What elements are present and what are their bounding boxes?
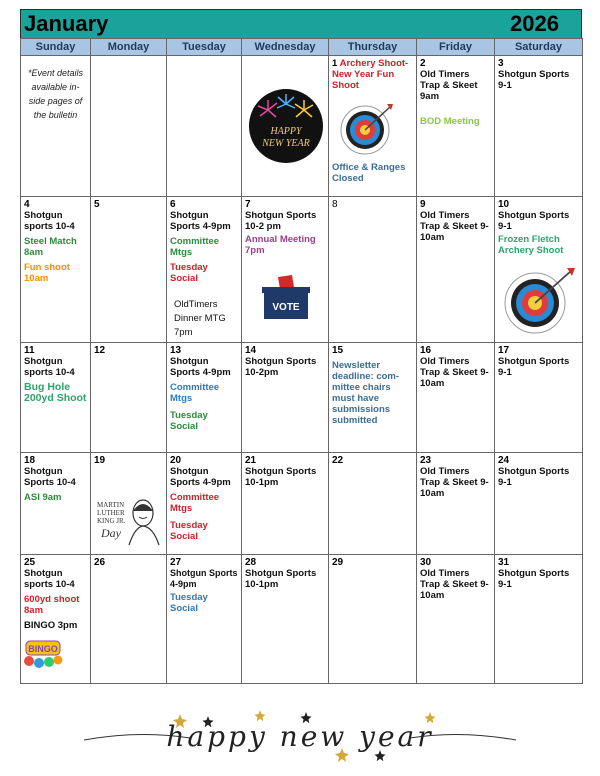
event-old-timers: Old Timers Trap & Skeet 9am: [420, 69, 478, 102]
day-number: 20: [170, 455, 182, 466]
event-shotgun-sports: Shotgun sports 10-4: [24, 568, 75, 590]
day-cell-2: [417, 56, 495, 197]
day-number: 22: [332, 455, 344, 466]
event-tuesday-social: Tuesday Social: [170, 262, 208, 284]
day-number: 4: [24, 199, 30, 210]
event-600yd-shoot: 600yd shoot 8am: [24, 594, 80, 616]
day-number: 10: [498, 199, 510, 210]
day-cell-8: [329, 197, 417, 343]
event-asi: ASI 9am: [24, 492, 62, 503]
calendar: [20, 9, 582, 684]
day-cell-27: [167, 555, 242, 684]
week-row-4: [21, 453, 583, 555]
day-number: 13: [170, 345, 182, 356]
event-shotgun-sports: Shotgun Sports 9-1: [498, 69, 570, 91]
day-cell-29: [329, 555, 417, 684]
weekday-sunday: Sunday: [21, 39, 91, 56]
vote-label: VOTE: [272, 302, 300, 313]
day-cell-18: [21, 453, 91, 555]
event-frozen-fletch: Frozen Fletch Archery Shoot: [498, 234, 564, 256]
day-number: 25: [24, 557, 36, 568]
event-shotgun-sports: Shotgun sports 10-4: [24, 210, 75, 232]
day-number: 6: [170, 199, 176, 210]
day-number: 7: [245, 199, 251, 210]
event-shotgun-sports: Shotgun Sports 4-9pm: [170, 210, 231, 232]
day-cell-1: [329, 56, 417, 197]
day-cell-11: [21, 343, 91, 453]
mlk-text-4: Day: [101, 526, 121, 540]
event-shotgun-sports: Shotgun Sports 9-1: [498, 568, 570, 590]
day-cell-3: [495, 56, 583, 197]
day-cell-30: [417, 555, 495, 684]
day-cell-13: [167, 343, 242, 453]
day-number: 8: [332, 199, 338, 210]
fireworks-icon: [248, 88, 324, 164]
footer-text: happy new year: [166, 720, 434, 753]
day-number: 5: [94, 199, 100, 210]
weekday-friday: Friday: [417, 39, 495, 56]
event-bug-hole: Bug Hole 200yd Shoot: [24, 381, 87, 404]
week-row-3: [21, 343, 583, 453]
event-shotgun-sports: Shotgun Sports 10-2pm: [245, 356, 317, 378]
event-office-closed: Office & Ranges Closed: [332, 162, 406, 184]
day-number: 9: [420, 199, 426, 210]
day-number: 16: [420, 345, 432, 356]
day-number: 18: [24, 455, 36, 466]
day-number: 19: [94, 455, 106, 466]
event-shotgun-sports: Shotgun Sports 10-2 pm: [245, 210, 317, 232]
event-tuesday-social: Tuesday Social: [170, 520, 208, 542]
day-cell-15: [329, 343, 417, 453]
event-shotgun-sports: Shotgun Sports 4-9pm: [170, 356, 231, 378]
event-old-timers: Old Timers Trap & Skeet 9-10am: [420, 568, 489, 601]
day-cell-6: [167, 197, 242, 343]
day-number: 31: [498, 557, 510, 568]
weekday-monday: Monday: [91, 39, 167, 56]
day-cell-20: [167, 453, 242, 555]
week-row-2: [21, 197, 583, 343]
fireworks-text-2: NEW YEAR: [262, 138, 310, 149]
day-number: 14: [245, 345, 257, 356]
day-cell-5: [91, 197, 167, 343]
day-cell-31: [495, 555, 583, 684]
empty-cell: [167, 56, 242, 197]
calendar-grid: [20, 38, 583, 684]
day-cell-22: [329, 453, 417, 555]
day-number: 29: [332, 557, 344, 568]
day-number: 21: [245, 455, 257, 466]
day-cell-21: [242, 453, 329, 555]
event-tuesday-social: Tuesday Social: [170, 410, 208, 432]
event-shotgun-sports: Shotgun Sports 10-1pm: [245, 466, 317, 488]
day-number: 11: [24, 345, 35, 356]
mlk-day-icon: [95, 493, 163, 547]
day-number: 30: [420, 557, 432, 568]
day-cell-14: [242, 343, 329, 453]
fireworks-cell: [242, 56, 329, 197]
day-number: 23: [420, 455, 432, 466]
event-shotgun-sports: Shotgun Sports 4-9pm: [170, 466, 231, 488]
event-annual-meeting: Annual Meeting 7pm: [245, 234, 316, 256]
weekday-wednesday: Wednesday: [242, 39, 329, 56]
note-cell: [21, 56, 91, 197]
day-cell-19: [91, 453, 167, 555]
day-cell-17: [495, 343, 583, 453]
mlk-text-2: LUTHER: [97, 509, 125, 517]
day-number: 2: [420, 58, 426, 69]
week-row-5: [21, 555, 583, 684]
event-fun-shoot: Fun shoot 10am: [24, 262, 70, 284]
event-shotgun-sports: Shotgun Sports 4-9pm: [170, 568, 238, 589]
empty-cell: [91, 56, 167, 197]
day-cell-9: [417, 197, 495, 343]
event-newsletter-deadline: Newsletter deadline: com-mittee chairs must have submissions submitted: [332, 360, 400, 426]
day-cell-25: [21, 555, 91, 684]
event-bod-meeting: BOD Meeting: [420, 116, 480, 127]
year-title: 2026: [510, 11, 559, 36]
fireworks-text-1: HAPPY: [270, 126, 302, 137]
event-committee-mtgs: Committee Mtgs: [170, 236, 220, 258]
event-shotgun-sports: Shotgun Sports 10-4: [24, 466, 76, 488]
day-number: 17: [498, 345, 510, 356]
day-number: 27: [170, 557, 182, 568]
day-number: 24: [498, 455, 510, 466]
event-archery-shoot: Archery Shoot-New Year Fun Shoot: [332, 58, 409, 91]
weekday-header-row: [21, 39, 583, 56]
day-number: 12: [94, 345, 106, 356]
event-old-timers: Old Timers Trap & Skeet 9-10am: [420, 466, 489, 499]
bulletin-note: *Event details available in-side pages of the bulletin: [27, 68, 84, 120]
event-shotgun-sports: Shotgun Sports 9-1: [498, 466, 570, 488]
day-cell-12: [91, 343, 167, 453]
event-committee-mtgs: Committee Mtgs: [170, 382, 220, 404]
mlk-text-1: MARTIN: [97, 501, 125, 509]
weekday-tuesday: Tuesday: [167, 39, 242, 56]
day-number: 1: [332, 58, 338, 69]
day-cell-7: [242, 197, 329, 343]
bingo-label: BINGO: [28, 644, 58, 654]
archery-target-icon: [499, 265, 579, 335]
day-number: 15: [332, 345, 344, 356]
event-old-timers: Old Timers Trap & Skeet 9-10am: [420, 356, 489, 389]
weekday-saturday: Saturday: [495, 39, 583, 56]
event-bingo: BINGO 3pm: [24, 620, 78, 631]
event-oldtimers-dinner: OldTimers Dinner MTG 7pm: [174, 299, 226, 338]
day-cell-23: [417, 453, 495, 555]
event-old-timers: Old Timers Trap & Skeet 9-10am: [420, 210, 489, 243]
day-number: 26: [94, 557, 106, 568]
event-shotgun-sports: Shotgun sports 10-4: [24, 356, 75, 378]
day-cell-16: [417, 343, 495, 453]
event-shotgun-sports: Shotgun Sports 9-1: [498, 210, 570, 232]
day-cell-4: [21, 197, 91, 343]
week-row-1: [21, 56, 583, 197]
day-cell-24: [495, 453, 583, 555]
event-tuesday-social: Tuesday Social: [170, 592, 208, 614]
event-committee-mtgs: Committee Mtgs: [170, 492, 220, 514]
happy-new-year-banner: [80, 706, 520, 766]
event-shotgun-sports: Shotgun Sports 10-1pm: [245, 568, 317, 590]
mlk-text-3: KING JR.: [97, 517, 126, 525]
day-number: 28: [245, 557, 257, 568]
event-shotgun-sports: Shotgun Sports 9-1: [498, 356, 570, 378]
month-title: January: [24, 11, 109, 36]
event-steel-match: Steel Match 8am: [24, 236, 77, 258]
day-number: 3: [498, 58, 504, 69]
day-cell-28: [242, 555, 329, 684]
day-cell-10: [495, 197, 583, 343]
archery-target-icon: [339, 100, 395, 156]
weekday-thursday: Thursday: [329, 39, 417, 56]
day-cell-26: [91, 555, 167, 684]
bingo-icon: [23, 637, 63, 669]
ballot-box-icon: [262, 275, 310, 321]
calendar-header: [20, 9, 582, 38]
